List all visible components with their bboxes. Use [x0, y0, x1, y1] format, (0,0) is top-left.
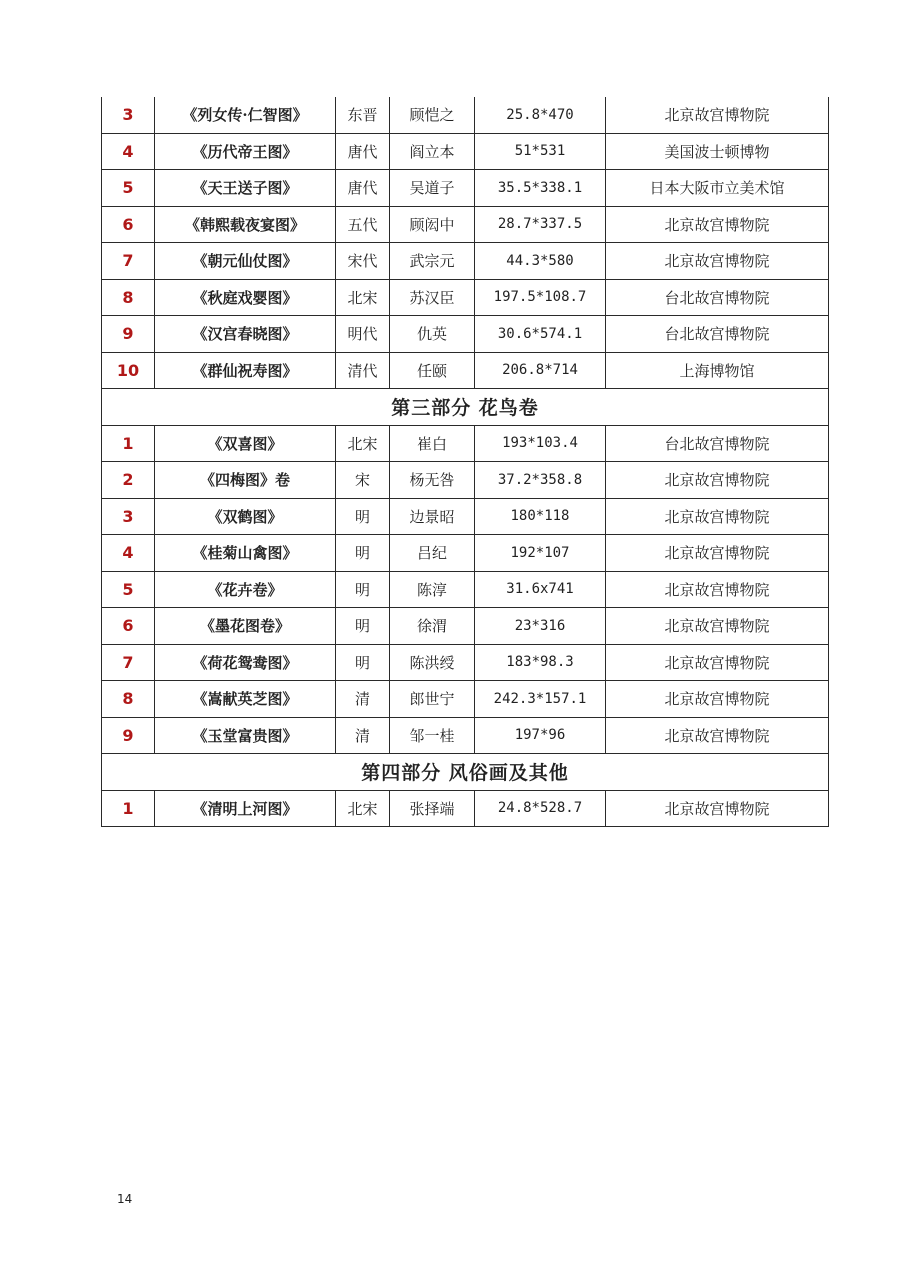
- artist-cell: 阎立本: [390, 133, 475, 170]
- dynasty-cell: 北宋: [336, 279, 390, 316]
- artwork-title: 《墨花图卷》: [155, 608, 336, 645]
- artist-cell: 邹一桂: [390, 717, 475, 754]
- collection-location-cell: 北京故宫博物院: [606, 97, 829, 133]
- dynasty-cell: 唐代: [336, 170, 390, 207]
- artist-cell: 郎世宁: [390, 681, 475, 718]
- artist-cell: 武宗元: [390, 243, 475, 280]
- table-row: [102, 498, 829, 535]
- row-number: 5: [102, 571, 155, 608]
- dynasty-cell: 东晋: [336, 97, 390, 133]
- artworks-table-body: [102, 97, 829, 827]
- artwork-title: 《汉宫春晓图》: [155, 316, 336, 353]
- dynasty-cell: 清: [336, 717, 390, 754]
- table-row: [102, 425, 829, 462]
- table-row: [102, 316, 829, 353]
- dimensions-cell: 37.2*358.8: [475, 462, 606, 499]
- dynasty-cell: 明: [336, 498, 390, 535]
- collection-location-cell: 北京故宫博物院: [606, 717, 829, 754]
- artwork-title: 《桂菊山禽图》: [155, 535, 336, 572]
- section-header-row: [102, 754, 829, 791]
- table-row: [102, 462, 829, 499]
- artist-cell: 陈淳: [390, 571, 475, 608]
- collection-location-cell: 北京故宫博物院: [606, 571, 829, 608]
- table-row: [102, 535, 829, 572]
- artwork-title: 《秋庭戏婴图》: [155, 279, 336, 316]
- row-number: 1: [102, 790, 155, 827]
- dynasty-cell: 明: [336, 644, 390, 681]
- artist-cell: 顾闳中: [390, 206, 475, 243]
- artwork-title: 《朝元仙仗图》: [155, 243, 336, 280]
- table-row: [102, 170, 829, 207]
- artist-cell: 仇英: [390, 316, 475, 353]
- row-number: 9: [102, 316, 155, 353]
- artwork-title: 《双鹤图》: [155, 498, 336, 535]
- artwork-title: 《群仙祝寿图》: [155, 352, 336, 389]
- table-row: [102, 352, 829, 389]
- dynasty-cell: 北宋: [336, 425, 390, 462]
- collection-location-cell: 北京故宫博物院: [606, 206, 829, 243]
- dimensions-cell: 197*96: [475, 717, 606, 754]
- row-number: 1: [102, 425, 155, 462]
- dynasty-cell: 明: [336, 571, 390, 608]
- artwork-title: 《列女传·仁智图》: [155, 97, 336, 133]
- artist-cell: 徐渭: [390, 608, 475, 645]
- dimensions-cell: 206.8*714: [475, 352, 606, 389]
- dimensions-cell: 31.6x741: [475, 571, 606, 608]
- dynasty-cell: 明: [336, 535, 390, 572]
- collection-location-cell: 北京故宫博物院: [606, 790, 829, 827]
- collection-location-cell: 北京故宫博物院: [606, 535, 829, 572]
- dynasty-cell: 清: [336, 681, 390, 718]
- dimensions-cell: 30.6*574.1: [475, 316, 606, 353]
- collection-location-cell: 台北故宫博物院: [606, 316, 829, 353]
- section-title: 第三部分 花鸟卷: [102, 389, 829, 426]
- dynasty-cell: 清代: [336, 352, 390, 389]
- artist-cell: 杨无咎: [390, 462, 475, 499]
- table-row: [102, 279, 829, 316]
- collection-location-cell: 上海博物馆: [606, 352, 829, 389]
- section-title: 第四部分 风俗画及其他: [102, 754, 829, 791]
- collection-location-cell: 北京故宫博物院: [606, 498, 829, 535]
- dynasty-cell: 北宋: [336, 790, 390, 827]
- collection-location-cell: 日本大阪市立美术馆: [606, 170, 829, 207]
- dynasty-cell: 唐代: [336, 133, 390, 170]
- dimensions-cell: 193*103.4: [475, 425, 606, 462]
- dimensions-cell: 197.5*108.7: [475, 279, 606, 316]
- artwork-title: 《天王送子图》: [155, 170, 336, 207]
- dynasty-cell: 明: [336, 608, 390, 645]
- artwork-title: 《四梅图》卷: [155, 462, 336, 499]
- table-row: [102, 644, 829, 681]
- dynasty-cell: 明代: [336, 316, 390, 353]
- artist-cell: 吴道子: [390, 170, 475, 207]
- row-number: 3: [102, 97, 155, 133]
- dimensions-cell: 180*118: [475, 498, 606, 535]
- collection-location-cell: 美国波士顿博物: [606, 133, 829, 170]
- collection-location-cell: 北京故宫博物院: [606, 462, 829, 499]
- artwork-title: 《花卉卷》: [155, 571, 336, 608]
- row-number: 7: [102, 644, 155, 681]
- row-number: 7: [102, 243, 155, 280]
- collection-location-cell: 北京故宫博物院: [606, 681, 829, 718]
- page-number: 14: [117, 1192, 133, 1206]
- table-row: [102, 97, 829, 133]
- row-number: 8: [102, 681, 155, 718]
- artist-cell: 任颐: [390, 352, 475, 389]
- artist-cell: 吕纪: [390, 535, 475, 572]
- table-row: [102, 133, 829, 170]
- artworks-table: [101, 97, 829, 827]
- dimensions-cell: 24.8*528.7: [475, 790, 606, 827]
- collection-location-cell: 北京故宫博物院: [606, 243, 829, 280]
- table-row: [102, 681, 829, 718]
- dimensions-cell: 25.8*470: [475, 97, 606, 133]
- table-row: [102, 243, 829, 280]
- dynasty-cell: 宋代: [336, 243, 390, 280]
- table-row: [102, 717, 829, 754]
- dimensions-cell: 23*316: [475, 608, 606, 645]
- row-number: 6: [102, 608, 155, 645]
- artist-cell: 张择端: [390, 790, 475, 827]
- collection-location-cell: 台北故宫博物院: [606, 279, 829, 316]
- dimensions-cell: 242.3*157.1: [475, 681, 606, 718]
- collection-location-cell: 北京故宫博物院: [606, 644, 829, 681]
- row-number: 9: [102, 717, 155, 754]
- row-number: 5: [102, 170, 155, 207]
- artist-cell: 顾恺之: [390, 97, 475, 133]
- dimensions-cell: 28.7*337.5: [475, 206, 606, 243]
- artwork-title: 《双喜图》: [155, 425, 336, 462]
- artwork-title: 《嵩献英芝图》: [155, 681, 336, 718]
- dimensions-cell: 183*98.3: [475, 644, 606, 681]
- dimensions-cell: 51*531: [475, 133, 606, 170]
- row-number: 2: [102, 462, 155, 499]
- section-header-row: [102, 389, 829, 426]
- table-row: [102, 790, 829, 827]
- artwork-title: 《荷花鸳鸯图》: [155, 644, 336, 681]
- artist-cell: 陈洪绶: [390, 644, 475, 681]
- dimensions-cell: 192*107: [475, 535, 606, 572]
- row-number: 3: [102, 498, 155, 535]
- artist-cell: 边景昭: [390, 498, 475, 535]
- artwork-title: 《清明上河图》: [155, 790, 336, 827]
- artwork-title: 《历代帝王图》: [155, 133, 336, 170]
- dimensions-cell: 35.5*338.1: [475, 170, 606, 207]
- artwork-title: 《玉堂富贵图》: [155, 717, 336, 754]
- collection-location-cell: 台北故宫博物院: [606, 425, 829, 462]
- row-number: 4: [102, 133, 155, 170]
- collection-location-cell: 北京故宫博物院: [606, 608, 829, 645]
- artist-cell: 苏汉臣: [390, 279, 475, 316]
- table-row: [102, 206, 829, 243]
- dimensions-cell: 44.3*580: [475, 243, 606, 280]
- dynasty-cell: 五代: [336, 206, 390, 243]
- table-row: [102, 608, 829, 645]
- row-number: 10: [102, 352, 155, 389]
- row-number: 6: [102, 206, 155, 243]
- table-row: [102, 571, 829, 608]
- artist-cell: 崔白: [390, 425, 475, 462]
- artwork-title: 《韩熙载夜宴图》: [155, 206, 336, 243]
- row-number: 8: [102, 279, 155, 316]
- dynasty-cell: 宋: [336, 462, 390, 499]
- row-number: 4: [102, 535, 155, 572]
